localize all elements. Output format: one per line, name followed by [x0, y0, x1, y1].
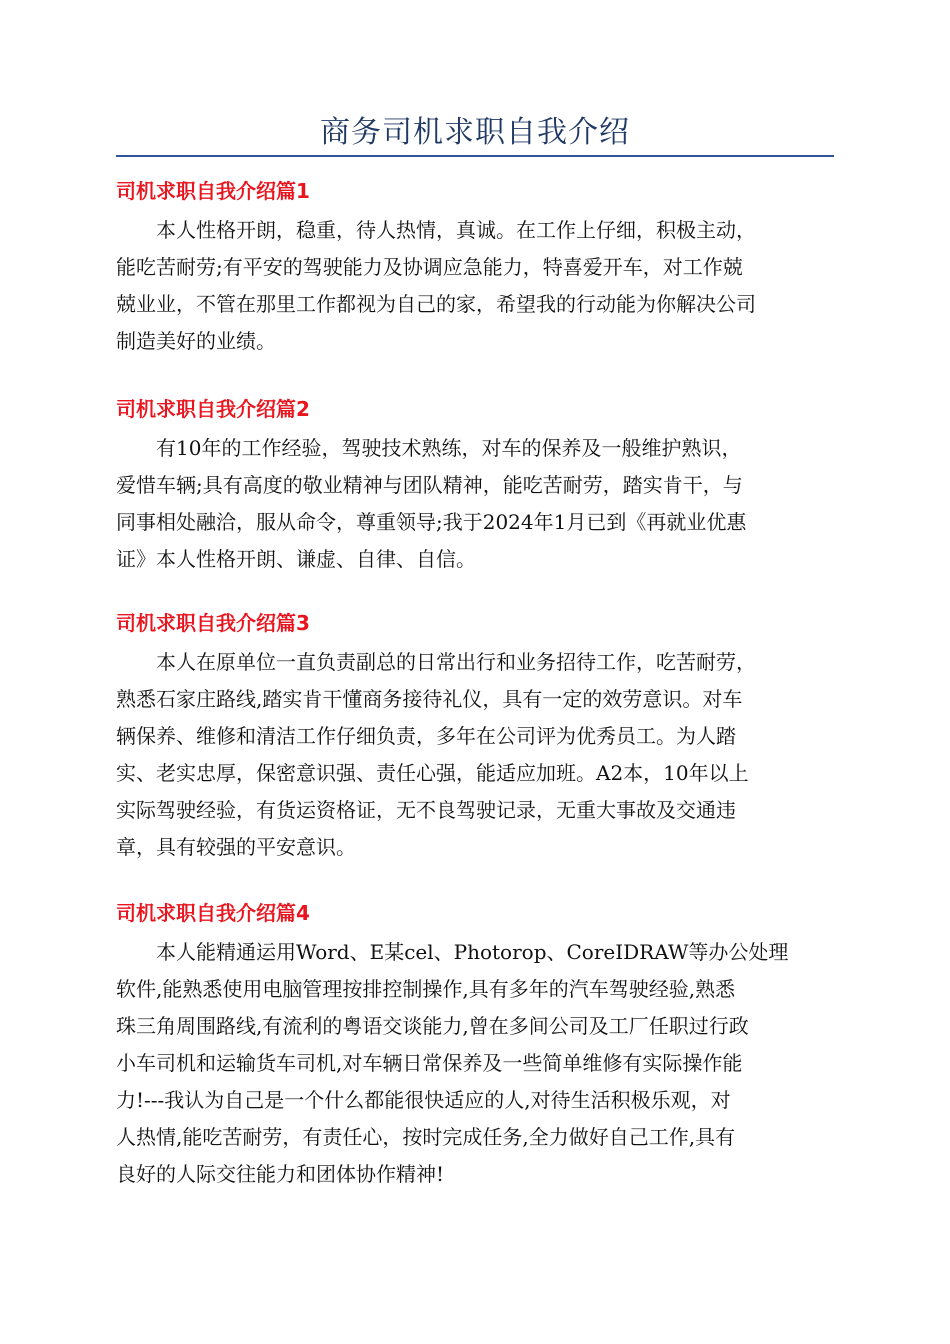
section-body: 本人性格开朗，稳重，待人热情，真诚。在工作上仔细，积极主动， 能吃苦耐劳;有平安的驾驶能力及协调应急能力，特喜爱开车，对工作兢 兢业业，不管在那里工作都视为自己的家，希望我的行动能为你解决公司 制造美好的业绩。: [116, 218, 756, 353]
section-heading: 司机求职自我介绍篇2: [116, 397, 310, 421]
section-body: 本人能精通运用Word、E某cel、Photorop、CoreIDRAW等办公处理 软件,能熟悉使用电脑管理按排控制操作,具有多年的汽车驾驶经验,熟悉 珠三角周围路线,有流利的粤语交谈能力,曾在多间公司及工厂任职过行政 小车司机和运输货车司机,对车辆日常保养及一些简单维修有实际操作能 力!---我认为自己是一个什么都能很快适应的人,对待生活积极乐观，对 人热情,能吃苦耐劳，有责任心，按时完成任务,全力做好自己工作,具有 良好的人际交往能力和团体协作精神!: [116, 940, 789, 1186]
section-2: [116, 394, 834, 578]
section-4: [116, 898, 834, 1193]
section-heading: 司机求职自我介绍篇3: [116, 611, 310, 635]
section-body: 有10年的工作经验，驾驶技术熟练，对车的保养及一般维护熟识， 爱惜车辆;具有高度的敬业精神与团队精神，能吃苦耐劳，踏实肯干，与 同事相处融洽，服从命令，尊重领导;我于2024年1月已到《再就业优惠 证》本人性格开朗、谦虚、自律、自信。: [116, 436, 747, 571]
section-3: [116, 608, 834, 866]
section-heading: 司机求职自我介绍篇4: [116, 901, 310, 925]
section-1: [116, 176, 834, 360]
title-underline: [116, 155, 834, 157]
section-heading: 司机求职自我介绍篇1: [116, 179, 310, 203]
section-body: 本人在原单位一直负责副总的日常出行和业务招待工作，吃苦耐劳， 熟悉石家庄路线,踏实肯干懂商务接待礼仪，具有一定的效劳意识。对车 辆保养、维修和清洁工作仔细负责，多年在公司评为优秀员工。为人踏 实、老实忠厚，保密意识强、责任心强，能适应加班。A2本，10年以上 实际驾驶经验，有货运资格证，无不良驾驶记录，无重大事故及交通违 章，具有较强的平安意识。: [116, 650, 756, 859]
document-title: 商务司机求职自我介绍: [320, 115, 630, 150]
